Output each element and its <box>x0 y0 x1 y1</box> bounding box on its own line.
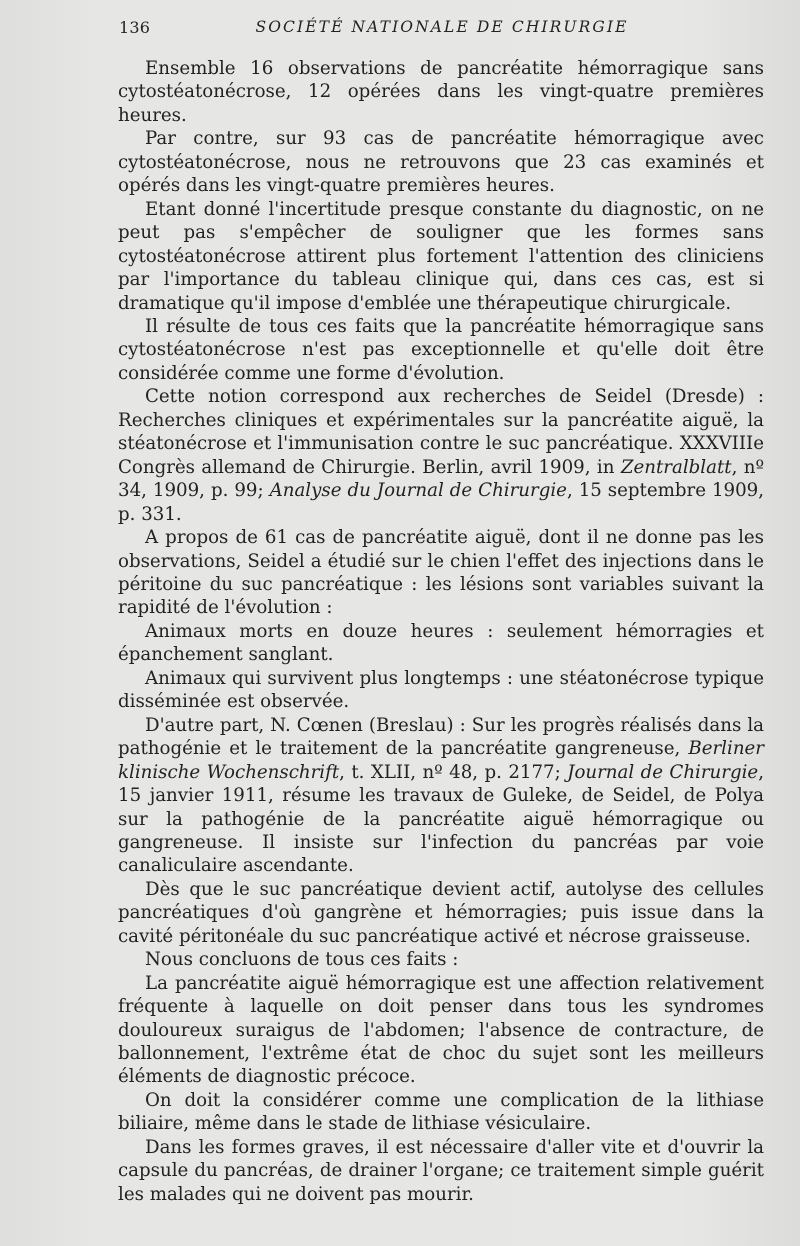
seidel-journal-analyse: Analyse du Journal de Chirurgie <box>269 480 567 502</box>
coenen-journal-chirurgie: Journal de Chirurgie <box>567 761 759 783</box>
paragraph-conclusion-frequency: La pancréatite aiguë hémorragique est une affection relativement fréquente à laquelle on doit penser dans tous les syndromes douloureux suraigus de l'abdomen; l'absence de contracture, de ballonnement, l'extrême état de choc du sujet sont les meilleurs éléments de diagnostic précoce. <box>118 972 764 1088</box>
paragraph-seidel-reference <box>118 385 764 526</box>
paragraph-conclusion-lithiasis: On doit la considérer comme une complication de la lithiase biliaire, même dans le stade de lithiase vésiculaire. <box>118 1089 764 1135</box>
paragraph-seidel-experiments: A propos de 61 cas de pancréatite aiguë, dont il ne donne pas les observations, Seidel a étudié sur le chien l'effet des injections dans le péritoine du suc pancréatique : les lésions sont variables suivant la rapidité de l'évolution : <box>118 527 764 619</box>
coenen-text-2: , t. XLII, nº 48, p. 2177; <box>339 761 568 783</box>
paragraph-comparison: Par contre, sur 93 cas de pancréatite hémorragique avec cytostéatonécrose, nous ne retrouvons que 23 cas examinés et opérés dans les vingt-quatre premières heures. <box>118 128 764 197</box>
paragraph-conclusion-treatment: Dans les formes graves, il est nécessaire d'aller vite et d'ouvrir la capsule du pancréas, de drainer l'organe; ce traitement simple guérit les malades qui ne doivent pas mourir. <box>118 1136 764 1205</box>
seidel-text-2: , nº 34, 1909, p. 99; <box>118 456 765 502</box>
page-number: 136 <box>119 18 151 37</box>
paragraph-result: Il résulte de tous ces faits que la pancréatite hémorragique sans cytostéatonécrose n'est pas exceptionnelle et qu'elle doit être considérée comme une forme d'évolution. <box>118 315 764 384</box>
paragraph-diagnosis-uncertainty: Etant donné l'incertitude presque constante du diagnostic, on ne peut pas s'empêcher de souligner que les formes sans cytostéatonécrose attirent plus fortement l'attention des cliniciens par l'importance du tableau clinique qui, dans ces cas, est si dramatique qu'il impose d'emblée une thérapeutique chirurgicale. <box>118 198 764 314</box>
coenen-text-1: D'autre part, N. Cœnen (Breslau) : Sur les progrès réalisés dans la pathogénie et le traitement de la pancréatite gangreneuse, <box>118 714 764 760</box>
seidel-text-3: , 15 septembre 1909, p. 331. <box>118 480 765 525</box>
seidel-text-1: Cette notion correspond aux recherches de Seidel (Dresde) : Recherches cliniques et expérimentales sur la pancréatite aiguë, la stéatonécrose et l'immunisation contre le suc pancréatique. XXXVIIIe Congrès allemand de Chirurgie. Berlin, avril 1909, in <box>118 386 764 478</box>
paragraph-animals-survive: Animaux qui survivent plus longtemps : une stéatonécrose typique disséminée est observée. <box>118 667 764 713</box>
running-title: SOCIÉTÉ NATIONALE DE CHIRURGIE <box>255 18 629 36</box>
coenen-text-3: , 15 janvier 1911, résume les travaux de Guleke, de Seidel, de Polya sur la pathogénie de la pancréatite aiguë hémorragique ou gangreneuse. Il insiste sur l'infection du pancréas par voie canaliculaire ascendante. <box>118 761 764 877</box>
paragraph-animals-dead: Animaux morts en douze heures : seulement hémorragies et épanchement sanglant. <box>118 620 764 666</box>
page-header <box>119 18 765 44</box>
body-text <box>118 57 764 1206</box>
paragraph-coenen-reference <box>118 714 764 878</box>
paragraph-observations-summary: Ensemble 16 observations de pancréatite hémorragique sans cytostéatonécrose, 12 opérées dans les vingt-quatre premières heures. <box>118 58 764 126</box>
coenen-journal-berliner: Berliner klinische Wochenschrift <box>118 738 764 783</box>
paragraph-conclusion-intro: Nous concluons de tous ces faits : <box>145 949 459 971</box>
paragraph-autolysis: Dès que le suc pancréatique devient actif, autolyse des cellules pancréatiques d'où gangrène et hémorragies; puis issue dans la cavité péritonéale du suc pancréatique activé et nécrose graisseuse. <box>118 878 764 947</box>
seidel-journal-zentralblatt: Zentralblatt <box>620 456 732 478</box>
